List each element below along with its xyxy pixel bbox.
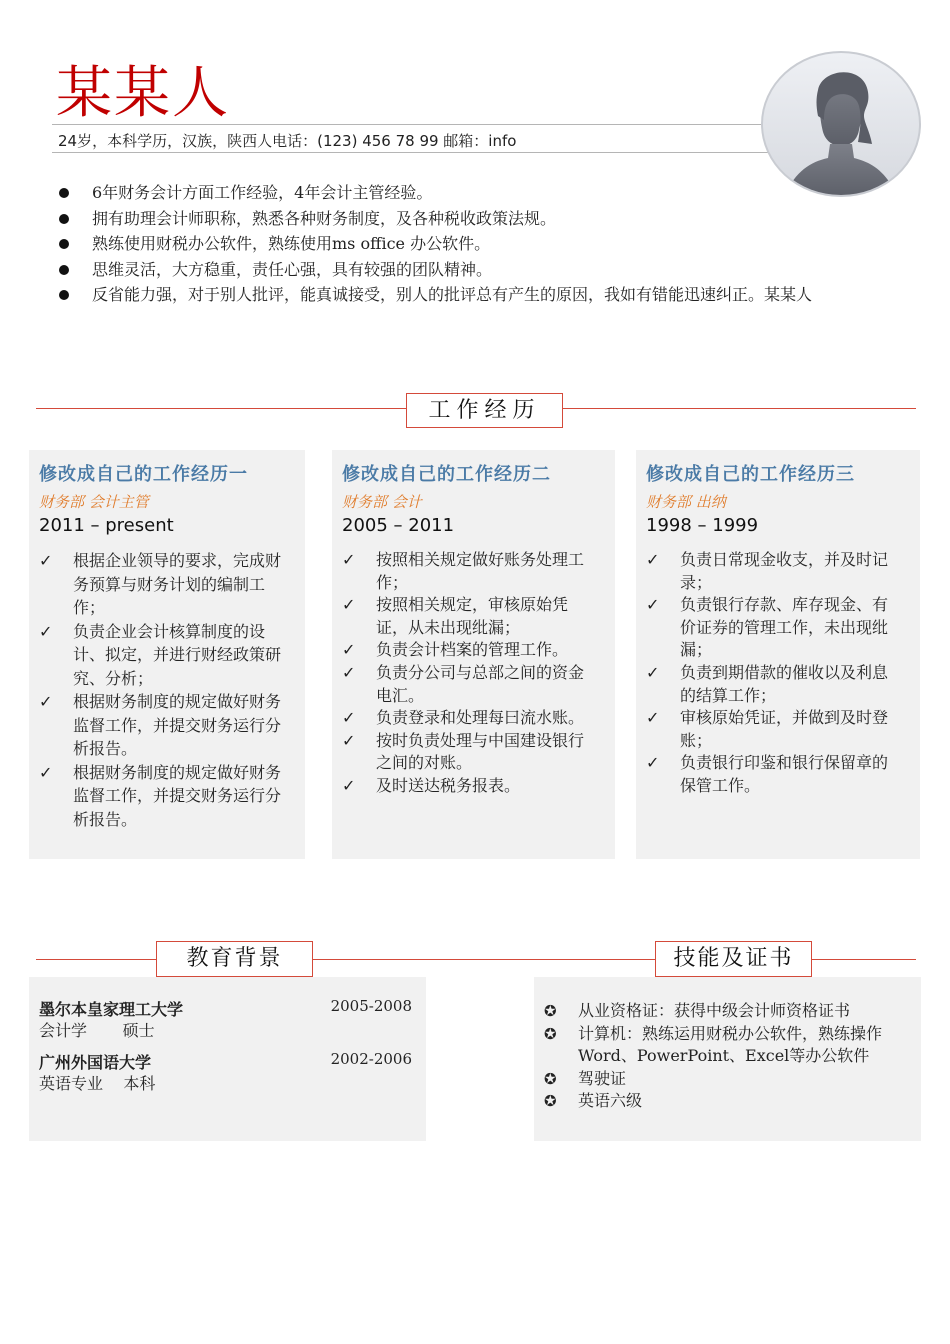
check-icon: ✓ (342, 595, 356, 615)
list-item: ✓ 负责登录和处理每曰流水账。 (342, 707, 597, 730)
check-icon: ✓ (39, 692, 53, 711)
check-icon: ✓ (646, 753, 660, 773)
school-years: 2002-2006 (330, 1050, 412, 1068)
job-dept: 财务部 会计 (342, 493, 422, 511)
list-item: ✓ 按照相关规定，审核原始凭证，从未出现纰漏； (342, 595, 569, 637)
list-item (39, 997, 426, 1041)
contact-info: 24岁，本科学历，汉族，陕西人电话：(123) 456 78 99 邮箱：info (58, 132, 517, 150)
check-icon: ✓ (646, 662, 660, 682)
list-item: ✓ 根据企业领导的要求，完成财务预算与财务计划的编制工作； (39, 551, 282, 617)
list-item: ✪ 计算机：熟练运用财税办公软件，熟练操作Word、PowerPoint、Excel等办公软件 (544, 1023, 883, 1066)
list-item: ✓ 负责分公司与总部之间的资金电汇。 (342, 662, 585, 705)
list-item: ✓ 负责日常现金收支，并及时记录； (646, 550, 889, 592)
check-icon: ✓ (342, 662, 356, 682)
job-card-3 (636, 450, 920, 859)
list-item: ✓ 负责银行印鉴和银行保留章的保管工作。 (646, 753, 889, 795)
job-duties (29, 549, 305, 831)
list-item: 反省能力强，对于别人批评，能真诚接受，别人的批评总有产生的原因，我如有错能迅速纠正。某某人 (56, 282, 916, 308)
list-item: ✪ 驾驶证 (544, 1068, 914, 1091)
list-item: ✓ 审核原始凭证，并做到及时登账； (646, 708, 889, 750)
list-item: 拥有助理会计师职称，熟悉各种财务制度，及各种税收政策法规。 (56, 206, 916, 232)
work-section-title: 工作经历 (406, 393, 563, 428)
job-dept: 财务部 会计主管 (39, 493, 149, 511)
list-item: ✓ 按时负责处理与中国建设银行之间的对账。 (342, 730, 585, 773)
star-circle-icon: ✪ (544, 1024, 557, 1043)
check-icon: ✓ (342, 550, 356, 569)
list-item: ✪ 从业资格证：获得中级会计师资格证书 (544, 1000, 914, 1023)
summary-list (56, 180, 916, 308)
star-circle-icon: ✪ (544, 1092, 557, 1111)
bullet-dot-icon (59, 290, 69, 300)
job-years: 1998 – 1999 (646, 515, 759, 536)
bullet-dot-icon (59, 188, 69, 198)
job-title: 修改成自己的工作经历一 (39, 464, 248, 485)
check-icon: ✓ (342, 708, 356, 728)
job-card-1 (29, 450, 305, 859)
check-icon: ✓ (646, 708, 660, 728)
list-item: 6年财务会计方面工作经验，4年会计主管经验。 (56, 180, 916, 206)
job-duties (332, 549, 615, 798)
list-item: ✓ 负责企业会计核算制度的设计、拟定，并进行财经政策研究、分析； (39, 621, 282, 688)
check-icon: ✓ (39, 621, 53, 641)
check-icon: ✓ (646, 595, 660, 615)
school-detail: 英语专业 本科 (39, 1074, 156, 1093)
check-icon: ✓ (342, 730, 356, 750)
check-icon: ✓ (39, 762, 53, 782)
check-icon: ✓ (39, 551, 53, 570)
check-icon: ✓ (342, 640, 356, 660)
check-icon: ✓ (342, 775, 356, 795)
list-item: ✓ 按照相关规定做好账务处理工作； (342, 550, 585, 592)
list-item: ✓ 根据财务制度的规定做好财务监督工作，并提交财务运行分析报告。 (39, 762, 282, 829)
list-item: ✓ 及时送达税务报表。 (342, 775, 597, 798)
star-circle-icon: ✪ (544, 1069, 557, 1088)
avatar (760, 50, 922, 198)
bullet-dot-icon (59, 239, 69, 249)
page-title: 某某人 (56, 61, 230, 126)
list-item: ✓ 负责到期借款的催收以及利息的结算工作； (646, 662, 889, 705)
education-section-title: 教育背景 (156, 941, 313, 977)
job-duties (636, 549, 920, 798)
job-dept: 财务部 出纳 (646, 493, 726, 511)
job-years: 2005 – 2011 (342, 515, 455, 536)
school-name: 广州外国语大学 (39, 1053, 152, 1072)
school-detail: 会计学 硕士 (39, 1021, 155, 1040)
job-title: 修改成自己的工作经历三 (646, 464, 855, 485)
bullet-dot-icon (59, 214, 69, 224)
school-name: 墨尔本皇家理工大学 (39, 1000, 184, 1019)
list-item: 熟练使用财税办公软件，熟练使用ms office 办公软件。 (56, 231, 916, 257)
list-item: ✓ 负责会计档案的管理工作。 (342, 639, 597, 662)
job-title: 修改成自己的工作经历二 (342, 464, 551, 485)
check-icon: ✓ (646, 550, 660, 569)
skills-section-title: 技能及证书 (655, 941, 812, 977)
school-years: 2005-2008 (330, 997, 412, 1015)
list-item: ✪ 英语六级 (544, 1090, 914, 1113)
list-item: 思维灵活，大方稳重，责任心强，具有较强的团队精神。 (56, 257, 916, 283)
list-item (39, 1050, 426, 1094)
education-card (29, 977, 426, 1141)
job-years: 2011 – present (39, 515, 174, 536)
list-item: ✓ 负责银行存款、库存现金、有价证券的管理工作，未出现纰漏； (646, 595, 889, 660)
bullet-dot-icon (59, 265, 69, 275)
skills-list (544, 1000, 914, 1113)
list-item: ✓ 根据财务制度的规定做好财务监督工作，并提交财务运行分析报告。 (39, 692, 282, 758)
star-circle-icon: ✪ (544, 1002, 557, 1020)
education-list (29, 977, 426, 1094)
job-card-2 (332, 450, 615, 859)
